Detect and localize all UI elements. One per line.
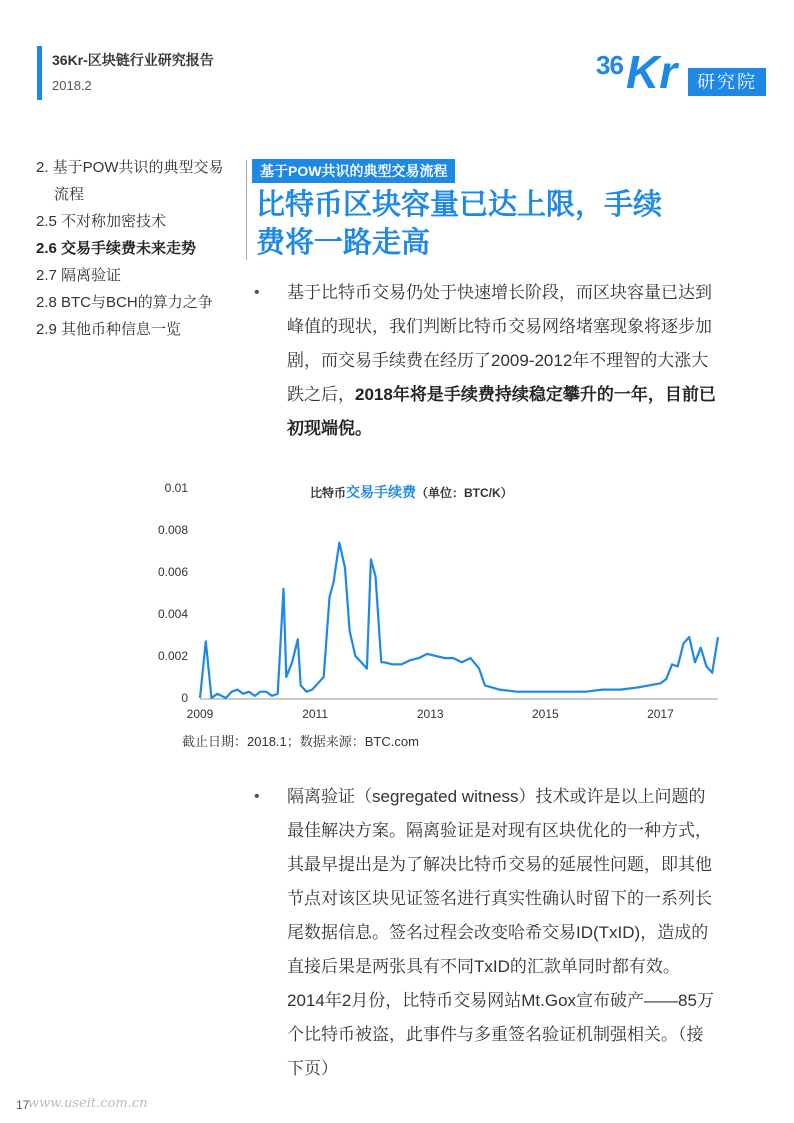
y-tick-label: 0.004 — [157, 607, 188, 621]
logo-number: 36 — [596, 50, 623, 80]
toc-item-2-5[interactable]: 2.5 不对称加密技术 — [36, 213, 167, 230]
fee-chart — [150, 470, 730, 760]
divider-line — [246, 160, 247, 260]
toc-item-2-6[interactable]: 2.6 交易手续费未来走势 — [36, 240, 197, 257]
headline — [256, 186, 726, 262]
headline-line-2: 费将一路走高 — [256, 227, 431, 259]
paragraph-1 — [287, 276, 717, 446]
x-tick-label: 2015 — [531, 707, 559, 721]
bullet-2: • — [254, 788, 260, 805]
x-tick-label: 2009 — [186, 707, 214, 721]
report-date: 2018.2 — [52, 78, 92, 93]
y-tick-label: 0.01 — [164, 481, 188, 495]
chart-svg — [150, 470, 730, 730]
table-of-contents — [36, 154, 246, 343]
section-tag: 基于POW共识的典型交易流程 — [252, 159, 455, 183]
page-number: 17 — [16, 1098, 30, 1112]
data-source: 截止日期：2018.1；数据来源：BTC.com — [182, 734, 419, 749]
toc-item-2-8[interactable]: 2.8 BTC与BCH的算力之争 — [36, 294, 213, 311]
paragraph-1-bold: 2018年将是手续费持续稳定攀升的一年，目前已初现端倪。 — [287, 385, 716, 438]
36kr-logo — [596, 44, 768, 102]
x-tick-label: 2017 — [647, 707, 674, 721]
bullet-1: • — [254, 284, 260, 301]
chart-title: 比特币交易手续费（单位：BTC/K） — [310, 484, 513, 500]
headline-line-1: 比特币区块容量已达上限，手续 — [256, 189, 663, 221]
report-title: 36Kr-区块链行业研究报告 — [52, 52, 214, 68]
x-tick-label: 2013 — [416, 707, 444, 721]
logo-institute: 研究院 — [688, 68, 766, 96]
paragraph-1-text: 基于比特币交易仍处于快速增长阶段，而区块容量已达到峰值的现状，我们判断比特币交易网络堵塞现象将逐步加剧，而交易手续费在经历了2009-2012年不理智的大涨大跌之后， — [287, 283, 712, 404]
watermark: www.useit.com.cn — [28, 1096, 148, 1111]
y-tick-label: 0 — [181, 691, 188, 705]
y-tick-label: 0.008 — [157, 523, 188, 537]
header-accent-bar — [37, 46, 42, 100]
y-tick-label: 0.002 — [157, 649, 188, 663]
x-tick-label: 2011 — [302, 707, 329, 721]
toc-item-2-9[interactable]: 2.9 其他币种信息一览 — [36, 321, 182, 338]
toc-item-2[interactable]: 2. 基于POW共识的典型交易 流程 — [36, 159, 224, 203]
y-tick-label: 0.006 — [157, 565, 188, 579]
paragraph-2: 隔离验证（segregated witness）技术或许是以上问题的最佳解决方案。隔离验证是对现有区块优化的一种方式，其最早提出是为了解决比特币交易的延展性问题，即其他节点对该区块见证签名进行真实性确认时留下的一系列长尾数据信息。签名过程会改变哈希交易ID(TxID)，造成的直接后果是两张具有不同TxID的汇款单同时都有效。2014年2月份，比特币交易网站Mt.Gox宣布破产——85万个比特币被盗，此事件与多重签名验证机制强相关。（接下页） — [287, 787, 714, 1078]
series-line-fee — [200, 543, 718, 698]
logo-letters: Kr — [626, 46, 678, 98]
toc-item-2-7[interactable]: 2.7 隔离验证 — [36, 267, 122, 284]
